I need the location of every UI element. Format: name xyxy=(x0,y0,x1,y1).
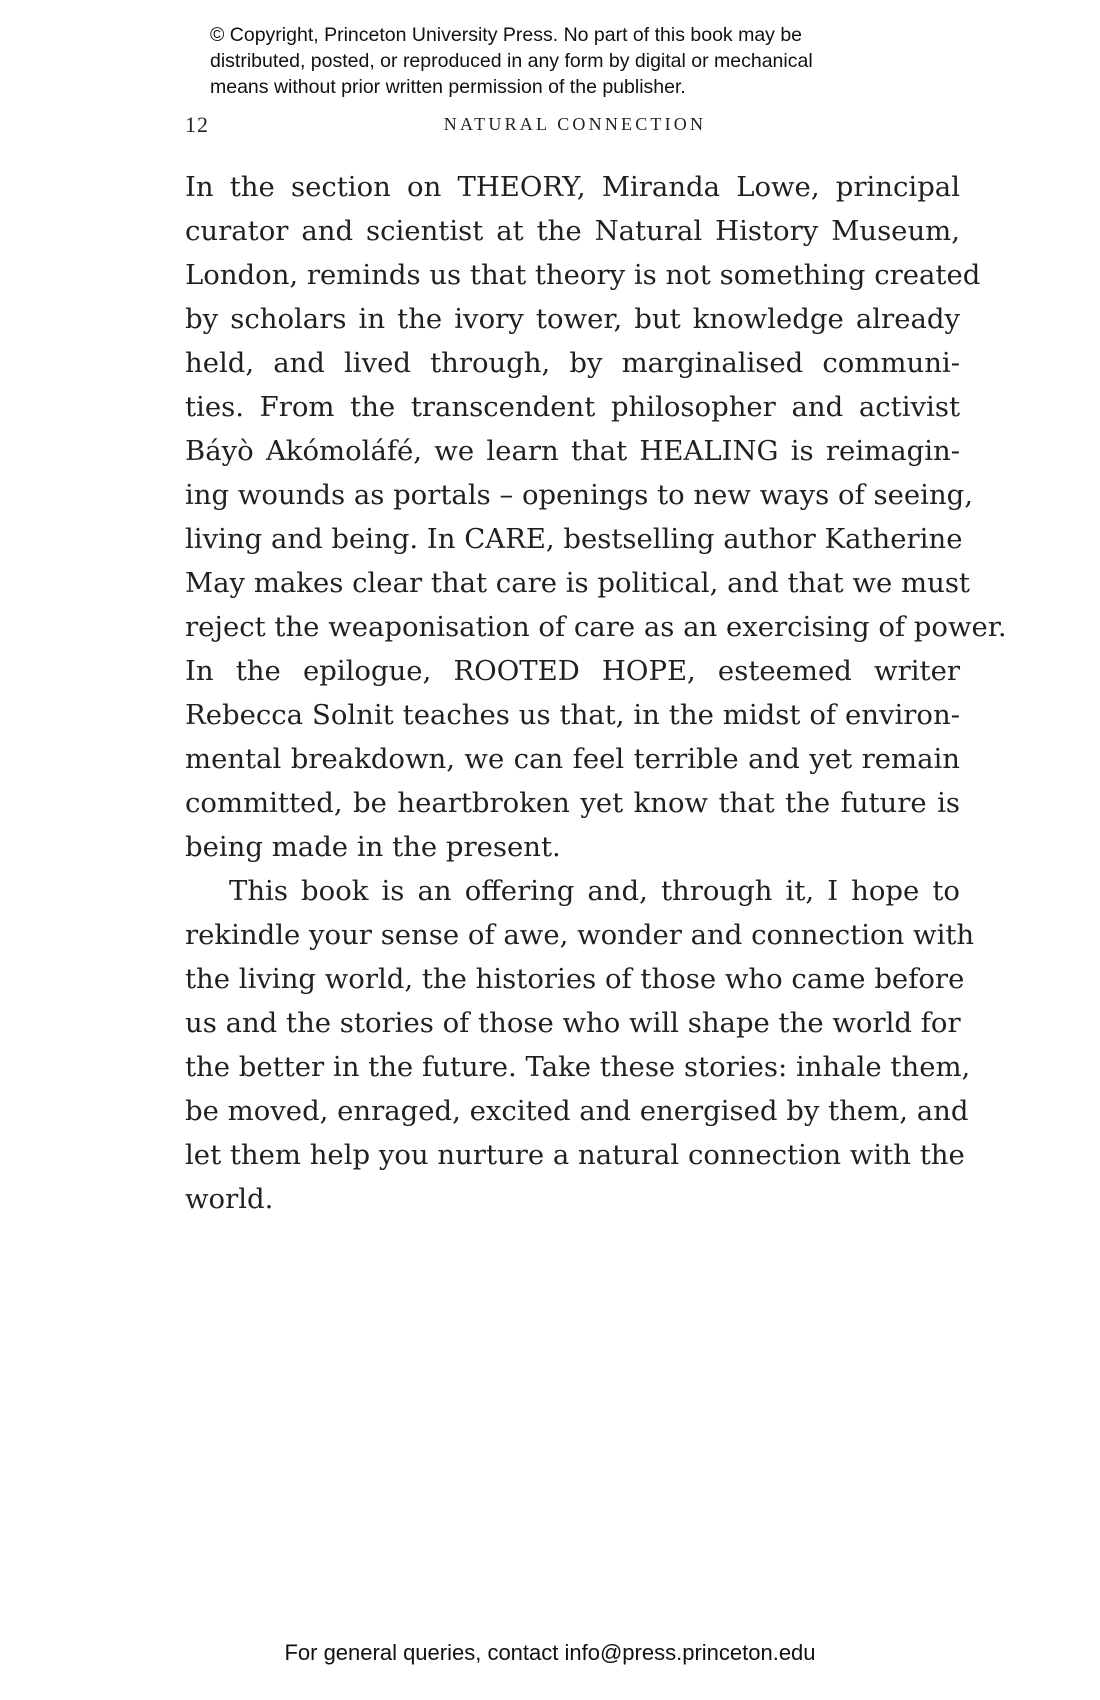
text-line: let them help you nurture a natural connection with the xyxy=(185,1139,965,1171)
text-line: being made in the present. xyxy=(185,831,561,863)
paragraph-2 xyxy=(185,869,975,1221)
text-line: May makes clear that care is political, and that we must xyxy=(185,567,970,599)
body-text xyxy=(185,165,1007,1221)
text-line: the living world, the histories of those who came before xyxy=(185,963,965,995)
text-line: by scholars in the ivory tower, but knowledge already xyxy=(185,303,960,335)
text-line: be moved, enraged, excited and energised by them, and xyxy=(185,1095,969,1127)
text-line: ties. From the transcendent philosopher and activist xyxy=(185,391,960,423)
text-line: Rebecca Solnit teaches us that, in the midst of environ- xyxy=(185,699,960,731)
footer-contact: For general queries, contact info@press.princeton.edu xyxy=(284,1640,816,1665)
copyright-line: means without prior written permission of the publisher. xyxy=(210,76,686,98)
copyright-line: © Copyright, Princeton University Press. No part of this book may be xyxy=(210,24,803,46)
text-line: world. xyxy=(185,1183,274,1215)
text-line: us and the stories of those who will shape the world for xyxy=(185,1007,961,1039)
text-line: reject the weaponisation of care as an exercising of power. xyxy=(185,611,1007,643)
text-line: curator and scientist at the Natural History Museum, xyxy=(185,215,960,247)
text-line: rekindle your sense of awe, wonder and connection with xyxy=(185,919,975,951)
text-line: living and being. In CARE, bestselling author Katherine xyxy=(185,523,963,555)
paragraph-1 xyxy=(185,165,1007,869)
text-line: London, reminds us that theory is not something created xyxy=(185,259,981,291)
copyright-line: distributed, posted, or reproduced in any form by digital or mechanical xyxy=(210,50,813,72)
text-line: committed, be heartbroken yet know that the future is xyxy=(185,787,960,819)
text-line: This book is an offering and, through it, I hope to xyxy=(229,875,960,907)
text-line: In the section on THEORY, Miranda Lowe, principal xyxy=(185,171,960,203)
text-line: ing wounds as portals – openings to new ways of seeing, xyxy=(185,479,974,511)
text-line: In the epilogue, ROOTED HOPE, esteemed writer xyxy=(185,655,960,687)
running-head xyxy=(185,112,965,142)
text-line: mental breakdown, we can feel terrible and yet remain xyxy=(185,743,960,775)
page-number: 12 xyxy=(185,112,209,137)
text-line: Báyò Akómoláfé, we learn that HEALING is reimagin- xyxy=(185,435,960,467)
text-line: the better in the future. Take these stories: inhale them, xyxy=(185,1051,971,1083)
running-head-title: NATURAL CONNECTION xyxy=(443,114,707,134)
text-line: held, and lived through, by marginalised communi- xyxy=(185,347,960,379)
copyright-notice xyxy=(210,22,930,100)
